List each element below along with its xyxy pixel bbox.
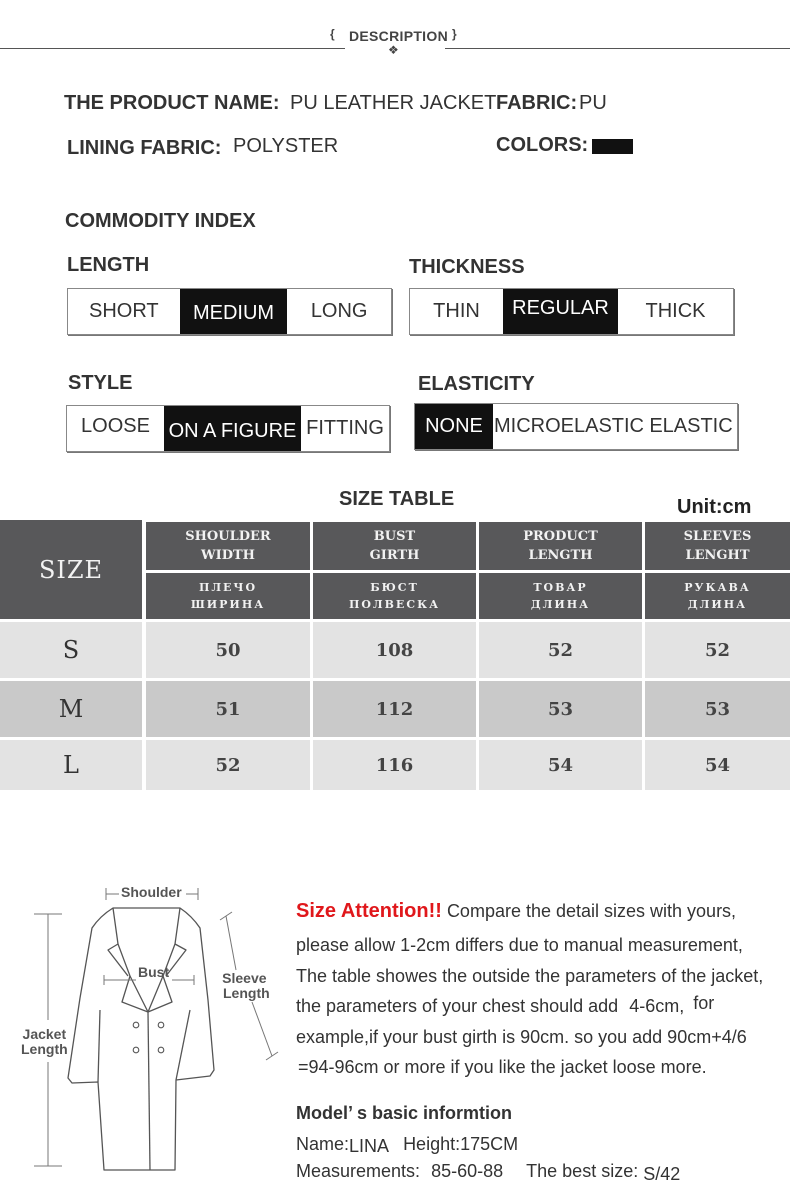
jacket-label-line1: Jacket [22,1026,67,1042]
header-en-line: LENGTH [528,548,593,563]
product-name-value: PU LEATHER JACKET [290,92,497,114]
fabric-label: FABRIC: [496,92,578,114]
thickness-option-thick: THICK [645,300,706,322]
header-ru-sleeves [645,573,790,619]
attention-line-5: example,if your bust girth is 90cm. so you add 90cm+4/6 [296,1027,747,1047]
model-name-row [296,1134,518,1155]
value-cell: 112 [313,681,476,737]
header-ru-line: БЮСТ [370,581,419,594]
size-cell-s: S [0,622,142,678]
header-ru-line: ТОВАР [533,581,588,594]
color-swatch [592,139,633,154]
length-heading: LENGTH [67,254,150,276]
diagram-label-jacket-length [21,1027,68,1057]
header-en-line: BUST [373,529,416,544]
attention-text-1: Compare the detail sizes with yours, [446,901,737,921]
header-sleeves-length [645,522,790,570]
diagram-label-sleeve [219,971,270,1001]
length-option-short: SHORT [89,300,159,322]
header-ru-line: ШИРИНА [190,598,266,611]
value-cell: 53 [479,681,642,737]
header-title: DESCRIPTION [349,28,448,44]
jacket-label-line2: Length [21,1041,68,1057]
unit-label: Unit:cm [677,496,752,518]
diagram-label-bust: Bust [138,964,170,980]
sleeve-label-line2: Length [223,985,270,1001]
value-cell: 108 [313,622,476,678]
header-en-line: SLEEVES [683,529,752,544]
header-ru-line: ДЛИНА [687,598,748,611]
attention-heading: Size Attention!! [296,900,442,922]
attention-line-6: =94-96cm or more if you like the jacket loose more. [298,1057,707,1077]
elasticity-heading: ELASTICITY [418,373,535,395]
best-size-label: The best size: [526,1161,639,1181]
header-ru-shoulder [146,573,310,619]
value-cell: 52 [645,622,790,678]
measurements-value: 85-60-88 [431,1161,504,1181]
header-ru-line: ПОЛВЕСКА [348,598,441,611]
elasticity-options [414,403,738,450]
size-table-title: SIZE TABLE [339,488,455,510]
elasticity-option-elastic: ELASTIC [649,415,733,437]
header-ru-bust [313,573,476,619]
value-cell: 53 [645,681,790,737]
lining-value: POLYSTER [233,135,339,157]
product-name-label: THE PRODUCT NAME: [64,92,280,114]
size-column-header: SIZE [0,520,142,619]
header-ru-line: РУКАВА [684,581,751,594]
model-name-value: LINA [349,1136,389,1156]
model-height-label: Height: [403,1134,461,1154]
elasticity-option-none: NONE [415,404,493,449]
model-height-value: 175CM [460,1134,519,1154]
style-option-on-a-figure: ON A FIGURE [164,406,301,451]
model-name-label: Name: [296,1134,350,1154]
thickness-option-thin: THIN [433,300,480,322]
value-cell: 54 [645,740,790,790]
header-product-length [479,522,642,570]
attention-line-3: The table showes the outside the parameters of the jacket, [296,966,764,986]
value-cell: 116 [313,740,476,790]
value-cell: 54 [479,740,642,790]
best-size-value: S/42 [643,1164,681,1184]
length-options [67,288,392,335]
fabric-value: PU [579,92,607,114]
colors-label: COLORS: [496,134,589,156]
measurements-label: Measurements: [296,1161,421,1181]
diagram-label-shoulder: Shoulder [121,884,182,900]
value-cell: 50 [146,622,310,678]
header-line-right [445,48,790,49]
value-cell: 52 [146,740,310,790]
header-left-brace: { [330,27,335,41]
header-line-left [0,48,345,49]
thickness-heading: THICKNESS [409,256,525,278]
header-right-brace: } [452,27,457,41]
header-en-line: PRODUCT [523,529,598,544]
model-info-title: Model’ s basic informtion [296,1103,513,1123]
header-shoulder-width [146,522,310,570]
value-cell: 51 [146,681,310,737]
style-option-fitting: FITTING [306,417,384,439]
elasticity-option-microelastic: MICROELASTIC [493,415,645,437]
header-en-line: GIRTH [369,548,420,563]
header-en-line: SHOULDER [185,529,271,544]
length-option-medium: MEDIUM [180,289,288,334]
attention-text-4a: the parameters of your chest should add [296,996,619,1016]
header-en-line: WIDTH [201,548,255,563]
ornament-icon: ❖ [388,43,399,57]
size-table [0,520,790,790]
style-options [66,405,390,452]
size-cell-m: M [0,681,142,737]
thickness-options [409,288,734,335]
length-option-long: LONG [310,300,368,322]
value-cell: 52 [479,622,642,678]
style-option-loose: LOOSE [81,415,150,437]
header-en-line: LENGHT [685,548,750,563]
header-bust-girth [313,522,476,570]
header-ru-product [479,573,642,619]
attention-text-4b: 4-6cm, [629,996,685,1016]
attention-text-4c: for [693,993,715,1013]
thickness-option-regular: REGULAR [503,289,618,334]
header-ru-line: ПЛЕЧО [198,581,258,594]
size-cell-l: L [0,740,142,790]
commodity-index-title: COMMODITY INDEX [65,210,256,232]
lining-label: LINING FABRIC: [67,137,222,159]
attention-line-2: please allow 1-2cm differs due to manual measurement, [296,935,743,955]
attention-line-4 [296,993,715,1017]
style-heading: STYLE [68,372,133,394]
header-ru-line: ДЛИНА [530,598,591,611]
sleeve-label-line1: Sleeve [222,970,267,986]
model-measurements-row [296,1161,680,1182]
attention-line-1 [296,900,736,923]
